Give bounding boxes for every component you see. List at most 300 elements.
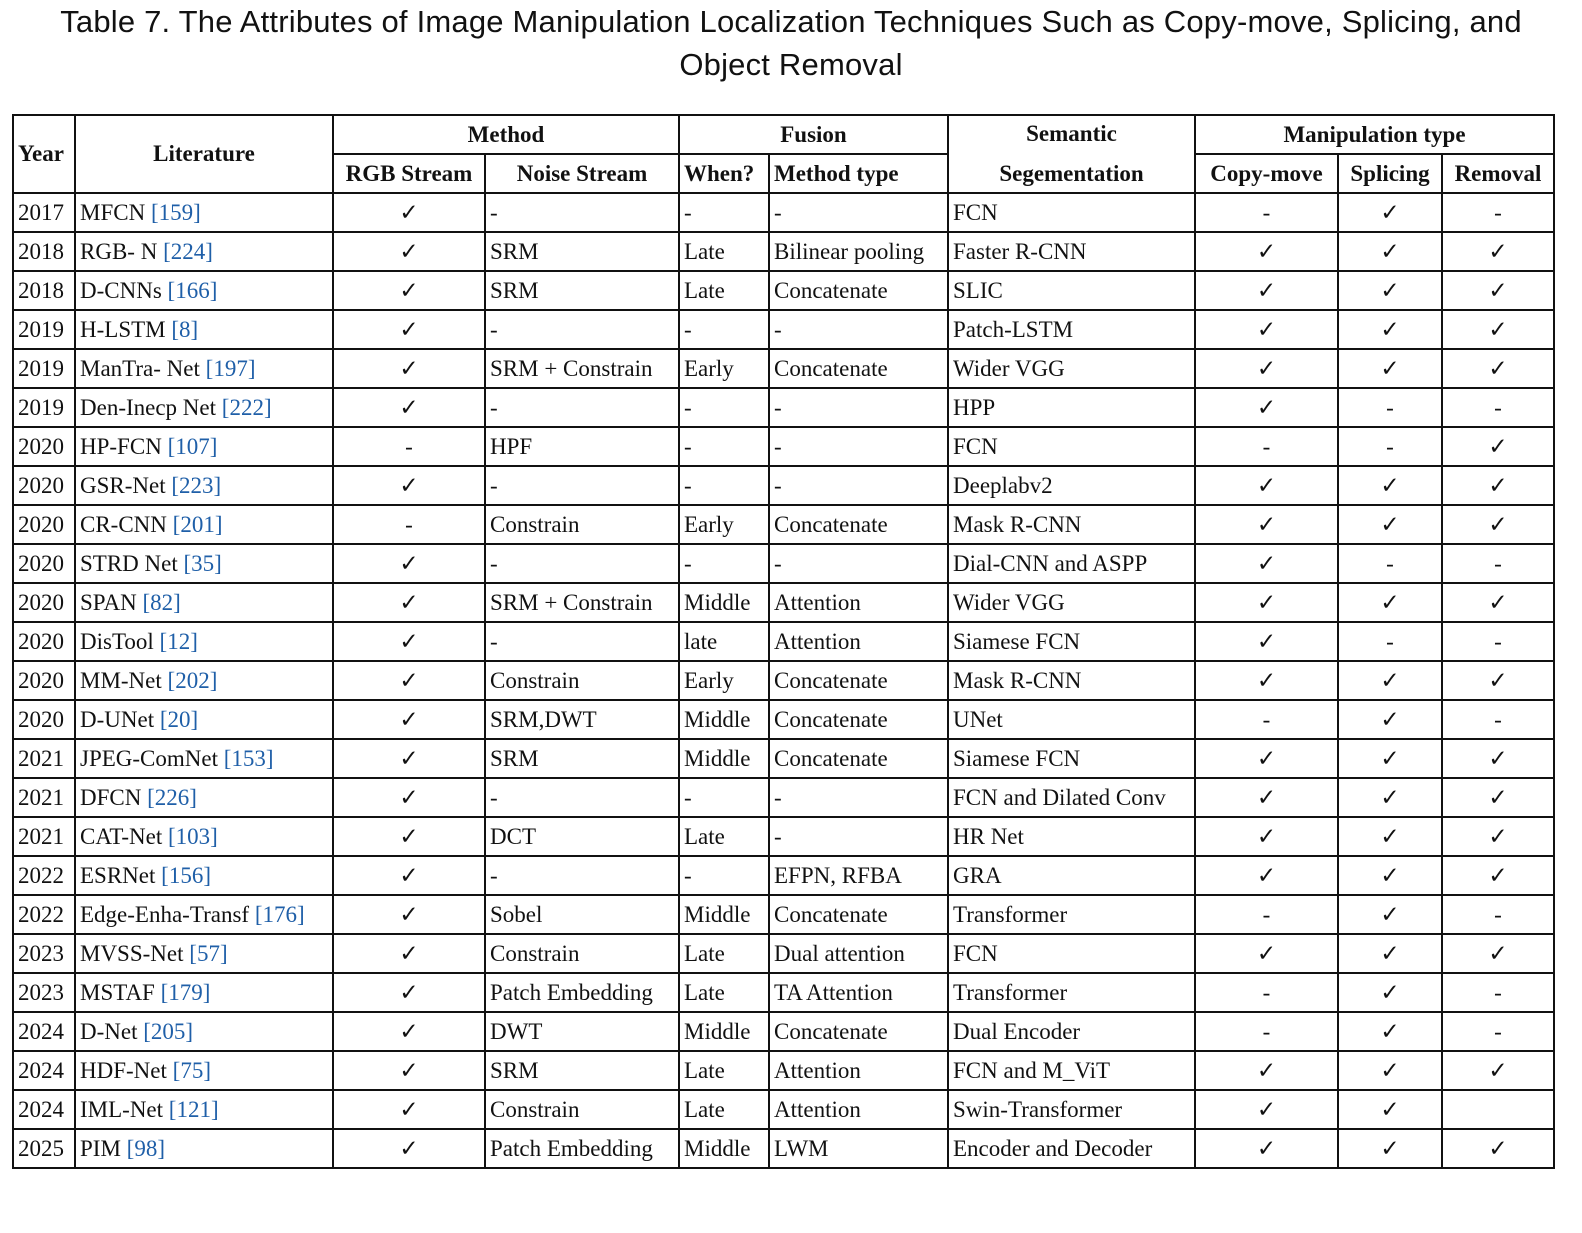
cell-splicing: ✓ <box>1338 271 1442 310</box>
cell-rgb-stream: ✓ <box>333 661 485 700</box>
cell-segmentation: Swin-Transformer <box>948 1090 1195 1129</box>
cell-when: Late <box>679 232 769 271</box>
cell-noise-stream: - <box>485 778 679 817</box>
cell-literature: ESRNet [156] <box>75 856 333 895</box>
cell-removal: ✓ <box>1442 661 1554 700</box>
header-literature: Literature <box>75 115 333 193</box>
cell-segmentation: FCN and M_ViT <box>948 1051 1195 1090</box>
table-row <box>13 505 1554 544</box>
cell-method-type: Concatenate <box>769 739 948 778</box>
cell-method-type: - <box>769 310 948 349</box>
cell-method-type: LWM <box>769 1129 948 1168</box>
cell-copy-move: - <box>1195 427 1338 466</box>
cell-method-type: - <box>769 778 948 817</box>
cell-segmentation: Dial-CNN and ASPP <box>948 544 1195 583</box>
caption-line-2: Object Removal <box>679 47 903 82</box>
citation-link[interactable]: 153 <box>231 745 266 771</box>
cell-copy-move: ✓ <box>1195 1051 1338 1090</box>
cell-segmentation: FCN <box>948 193 1195 232</box>
cell-year: 2020 <box>13 466 75 505</box>
cell-copy-move: ✓ <box>1195 1090 1338 1129</box>
cell-noise-stream: SRM <box>485 739 679 778</box>
cell-copy-move: ✓ <box>1195 466 1338 505</box>
cell-when: Middle <box>679 895 769 934</box>
citation-link[interactable]: 35 <box>191 550 215 576</box>
table-header <box>13 115 1554 193</box>
citation-link[interactable]: 8 <box>179 316 191 342</box>
table-row <box>13 973 1554 1012</box>
table-row <box>13 583 1554 622</box>
cell-noise-stream: - <box>485 193 679 232</box>
cell-noise-stream: Constrain <box>485 661 679 700</box>
cell-removal: ✓ <box>1442 310 1554 349</box>
table-row <box>13 310 1554 349</box>
literature-name: RGB- N <box>80 238 158 264</box>
cell-rgb-stream: ✓ <box>333 817 485 856</box>
cell-copy-move: ✓ <box>1195 388 1338 427</box>
cell-noise-stream: - <box>485 466 679 505</box>
citation-link[interactable]: 57 <box>196 940 220 966</box>
cell-splicing: ✓ <box>1338 661 1442 700</box>
cell-noise-stream: - <box>485 622 679 661</box>
cell-noise-stream: SRM <box>485 271 679 310</box>
cell-segmentation: HR Net <box>948 817 1195 856</box>
cell-literature: RGB- N [224] <box>75 232 333 271</box>
literature-name: HDF-Net <box>80 1057 167 1083</box>
header-removal: Removal <box>1442 154 1554 193</box>
cell-copy-move: ✓ <box>1195 739 1338 778</box>
cell-when: - <box>679 778 769 817</box>
cell-year: 2024 <box>13 1012 75 1051</box>
header-when: When? <box>679 154 769 193</box>
cell-when: Middle <box>679 1012 769 1051</box>
cell-when: Late <box>679 817 769 856</box>
cell-literature: Den-Inecp Net [222] <box>75 388 333 427</box>
cell-when: Middle <box>679 1129 769 1168</box>
table-row <box>13 934 1554 973</box>
cell-year: 2020 <box>13 622 75 661</box>
cell-removal: - <box>1442 895 1554 934</box>
literature-name: PIM <box>80 1135 121 1161</box>
cell-literature: IML-Net [121] <box>75 1090 333 1129</box>
header-rgb-stream: RGB Stream <box>333 154 485 193</box>
cell-splicing: - <box>1338 544 1442 583</box>
caption-line-1: Table 7. The Attributes of Image Manipulation Localization Techniques Such as Copy-move, Splicing, and <box>60 4 1522 39</box>
cell-copy-move: ✓ <box>1195 817 1338 856</box>
cell-year: 2020 <box>13 427 75 466</box>
cell-method-type: Concatenate <box>769 700 948 739</box>
cell-method-type: Concatenate <box>769 895 948 934</box>
cell-splicing: ✓ <box>1338 856 1442 895</box>
cell-when: - <box>679 388 769 427</box>
cell-splicing: ✓ <box>1338 310 1442 349</box>
cell-segmentation: Mask R-CNN <box>948 661 1195 700</box>
cell-rgb-stream: ✓ <box>333 388 485 427</box>
cell-when: Early <box>679 505 769 544</box>
table-row <box>13 193 1554 232</box>
cell-method-type: - <box>769 193 948 232</box>
cell-year: 2021 <box>13 739 75 778</box>
cell-year: 2022 <box>13 895 75 934</box>
cell-when: - <box>679 544 769 583</box>
table-body <box>13 193 1554 1168</box>
cell-method-type: Attention <box>769 1051 948 1090</box>
citation-link[interactable]: 159 <box>158 199 194 225</box>
cell-year: 2020 <box>13 583 75 622</box>
literature-name: MVSS-Net <box>80 940 184 966</box>
cell-splicing: ✓ <box>1338 700 1442 739</box>
table-row <box>13 349 1554 388</box>
cell-literature: Edge-Enha-Transf [176] <box>75 895 333 934</box>
literature-name: MM-Net <box>80 667 162 693</box>
citation-link[interactable]: 176 <box>262 901 297 927</box>
cell-year: 2020 <box>13 505 75 544</box>
cell-year: 2020 <box>13 661 75 700</box>
cell-segmentation: HPP <box>948 388 1195 427</box>
cell-rgb-stream: ✓ <box>333 739 485 778</box>
cell-year: 2018 <box>13 232 75 271</box>
table-row <box>13 817 1554 856</box>
cell-segmentation: UNet <box>948 700 1195 739</box>
cell-rgb-stream: ✓ <box>333 1090 485 1129</box>
citation-link[interactable]: 107 <box>175 433 210 459</box>
cell-splicing: ✓ <box>1338 193 1442 232</box>
cell-noise-stream: SRM + Constrain <box>485 349 679 388</box>
citation-link[interactable]: 222 <box>229 394 264 420</box>
table-row <box>13 271 1554 310</box>
cell-noise-stream: DWT <box>485 1012 679 1051</box>
cell-method-type: Attention <box>769 1090 948 1129</box>
cell-removal: - <box>1442 388 1554 427</box>
cell-segmentation: Faster R-CNN <box>948 232 1195 271</box>
cell-literature: MVSS-Net [57] <box>75 934 333 973</box>
cell-removal: - <box>1442 700 1554 739</box>
cell-copy-move: ✓ <box>1195 349 1338 388</box>
cell-method-type: Attention <box>769 583 948 622</box>
header-semantic-segmentation <box>948 115 1195 193</box>
cell-noise-stream: Patch Embedding <box>485 973 679 1012</box>
literature-name: DFCN <box>80 784 142 810</box>
cell-removal: ✓ <box>1442 856 1554 895</box>
cell-literature: HDF-Net [75] <box>75 1051 333 1090</box>
citation-link[interactable]: 98 <box>134 1135 158 1161</box>
cell-copy-move: - <box>1195 193 1338 232</box>
cell-when: Late <box>679 1051 769 1090</box>
literature-name: DisTool <box>80 628 154 654</box>
cell-year: 2020 <box>13 700 75 739</box>
cell-removal: ✓ <box>1442 232 1554 271</box>
header-manipulation-type: Manipulation type <box>1195 115 1554 154</box>
citation-link[interactable]: 201 <box>180 511 215 537</box>
table-row <box>13 739 1554 778</box>
cell-year: 2024 <box>13 1051 75 1090</box>
cell-rgb-stream: ✓ <box>333 271 485 310</box>
cell-splicing: ✓ <box>1338 1012 1442 1051</box>
cell-removal: ✓ <box>1442 466 1554 505</box>
cell-splicing: ✓ <box>1338 778 1442 817</box>
cell-literature: D-CNNs [166] <box>75 271 333 310</box>
citation-link[interactable]: 179 <box>168 979 203 1005</box>
citation-link[interactable]: 82 <box>150 589 174 615</box>
cell-segmentation: Transformer <box>948 895 1195 934</box>
cell-copy-move: ✓ <box>1195 778 1338 817</box>
cell-noise-stream: - <box>485 388 679 427</box>
cell-literature: CR-CNN [201] <box>75 505 333 544</box>
cell-splicing: - <box>1338 388 1442 427</box>
citation-link[interactable]: 20 <box>167 706 191 732</box>
cell-removal: ✓ <box>1442 349 1554 388</box>
citation-link[interactable]: 223 <box>179 472 214 498</box>
cell-method-type: Concatenate <box>769 661 948 700</box>
cell-rgb-stream: ✓ <box>333 1051 485 1090</box>
cell-when: Late <box>679 973 769 1012</box>
cell-splicing: ✓ <box>1338 583 1442 622</box>
cell-segmentation: Wider VGG <box>948 349 1195 388</box>
cell-when: Middle <box>679 739 769 778</box>
cell-literature: D-Net [205] <box>75 1012 333 1051</box>
cell-copy-move: - <box>1195 1012 1338 1051</box>
cell-noise-stream: HPF <box>485 427 679 466</box>
cell-splicing: ✓ <box>1338 973 1442 1012</box>
cell-when: Middle <box>679 583 769 622</box>
citation-link[interactable]: 166 <box>175 277 210 303</box>
cell-method-type: - <box>769 817 948 856</box>
cell-when: Middle <box>679 700 769 739</box>
cell-segmentation: Siamese FCN <box>948 622 1195 661</box>
cell-literature: SPAN [82] <box>75 583 333 622</box>
cell-splicing: ✓ <box>1338 895 1442 934</box>
literature-name: SPAN <box>80 589 137 615</box>
cell-literature: H-LSTM [8] <box>75 310 333 349</box>
cell-method-type: - <box>769 466 948 505</box>
cell-removal: - <box>1442 544 1554 583</box>
cell-method-type: Bilinear pooling <box>769 232 948 271</box>
cell-year: 2019 <box>13 388 75 427</box>
cell-when: Late <box>679 1090 769 1129</box>
citation-link[interactable]: 121 <box>176 1096 211 1122</box>
citation-link[interactable]: 202 <box>175 667 210 693</box>
cell-literature: PIM [98] <box>75 1129 333 1168</box>
cell-when: - <box>679 427 769 466</box>
cell-copy-move: ✓ <box>1195 544 1338 583</box>
cell-copy-move: ✓ <box>1195 310 1338 349</box>
table-row <box>13 700 1554 739</box>
literature-name: ESRNet <box>80 862 156 888</box>
cell-removal: ✓ <box>1442 271 1554 310</box>
cell-rgb-stream: - <box>333 427 485 466</box>
cell-when: Early <box>679 349 769 388</box>
literature-name: CAT-Net <box>80 823 163 849</box>
cell-splicing: ✓ <box>1338 349 1442 388</box>
cell-rgb-stream: ✓ <box>333 544 485 583</box>
cell-literature: MFCN [159] <box>75 193 333 232</box>
table-row <box>13 778 1554 817</box>
cell-copy-move: ✓ <box>1195 622 1338 661</box>
literature-name: D-UNet <box>80 706 155 732</box>
cell-removal: ✓ <box>1442 778 1554 817</box>
cell-year: 2022 <box>13 856 75 895</box>
cell-rgb-stream: ✓ <box>333 856 485 895</box>
header-copy-move: Copy-move <box>1195 154 1338 193</box>
cell-noise-stream: SRM <box>485 1051 679 1090</box>
cell-literature: JPEG-ComNet [153] <box>75 739 333 778</box>
table-row <box>13 232 1554 271</box>
cell-rgb-stream: ✓ <box>333 1129 485 1168</box>
cell-literature: DFCN [226] <box>75 778 333 817</box>
cell-year: 2024 <box>13 1090 75 1129</box>
cell-copy-move: ✓ <box>1195 505 1338 544</box>
cell-copy-move: ✓ <box>1195 856 1338 895</box>
cell-splicing: ✓ <box>1338 505 1442 544</box>
cell-year: 2018 <box>13 271 75 310</box>
cell-rgb-stream: ✓ <box>333 349 485 388</box>
cell-year: 2020 <box>13 544 75 583</box>
literature-name: D-CNNs <box>80 277 162 303</box>
cell-literature: D-UNet [20] <box>75 700 333 739</box>
cell-year: 2017 <box>13 193 75 232</box>
cell-removal: ✓ <box>1442 427 1554 466</box>
cell-rgb-stream: ✓ <box>333 622 485 661</box>
header-fusion: Fusion <box>679 115 948 154</box>
cell-method-type: - <box>769 427 948 466</box>
cell-splicing: - <box>1338 427 1442 466</box>
cell-literature: DisTool [12] <box>75 622 333 661</box>
cell-segmentation: FCN <box>948 934 1195 973</box>
cell-noise-stream: Constrain <box>485 934 679 973</box>
cell-when: late <box>679 622 769 661</box>
cell-splicing: ✓ <box>1338 1051 1442 1090</box>
cell-rgb-stream: ✓ <box>333 895 485 934</box>
table-row <box>13 1129 1554 1168</box>
cell-removal: ✓ <box>1442 934 1554 973</box>
literature-name: MSTAF <box>80 979 155 1005</box>
cell-rgb-stream: ✓ <box>333 310 485 349</box>
literature-name: GSR-Net <box>80 472 166 498</box>
header-semantic-line-2: Segementation <box>999 161 1144 186</box>
cell-segmentation: Encoder and Decoder <box>948 1129 1195 1168</box>
cell-splicing: ✓ <box>1338 466 1442 505</box>
cell-copy-move: - <box>1195 700 1338 739</box>
citation-link[interactable]: 12 <box>167 628 191 654</box>
citation-link[interactable]: 224 <box>170 238 206 264</box>
cell-copy-move: ✓ <box>1195 583 1338 622</box>
cell-noise-stream: - <box>485 310 679 349</box>
citation-link[interactable]: 197 <box>213 355 248 381</box>
cell-segmentation: Siamese FCN <box>948 739 1195 778</box>
literature-name: STRD Net <box>80 550 178 576</box>
cell-noise-stream: - <box>485 856 679 895</box>
header-splicing: Splicing <box>1338 154 1442 193</box>
cell-noise-stream: Sobel <box>485 895 679 934</box>
cell-when: - <box>679 193 769 232</box>
cell-segmentation: Mask R-CNN <box>948 505 1195 544</box>
cell-copy-move: ✓ <box>1195 232 1338 271</box>
cell-method-type: Concatenate <box>769 271 948 310</box>
header-method: Method <box>333 115 679 154</box>
cell-year: 2023 <box>13 973 75 1012</box>
cell-copy-move: ✓ <box>1195 271 1338 310</box>
cell-rgb-stream: ✓ <box>333 973 485 1012</box>
citation-link[interactable]: 156 <box>168 862 204 888</box>
cell-removal: - <box>1442 973 1554 1012</box>
cell-year: 2021 <box>13 778 75 817</box>
header-year: Year <box>13 115 75 193</box>
cell-method-type: EFPN, RFBA <box>769 856 948 895</box>
literature-name: D-Net <box>80 1018 138 1044</box>
cell-when: - <box>679 466 769 505</box>
cell-noise-stream: SRM,DWT <box>485 700 679 739</box>
cell-method-type: Concatenate <box>769 1012 948 1051</box>
cell-splicing: ✓ <box>1338 934 1442 973</box>
cell-removal: ✓ <box>1442 817 1554 856</box>
cell-rgb-stream: ✓ <box>333 1012 485 1051</box>
cell-removal: - <box>1442 1012 1554 1051</box>
table-row <box>13 1051 1554 1090</box>
cell-rgb-stream: ✓ <box>333 232 485 271</box>
citation-link[interactable]: 226 <box>154 784 190 810</box>
literature-name: H-LSTM <box>80 316 166 342</box>
cell-noise-stream: SRM <box>485 232 679 271</box>
citation-link[interactable]: 205 <box>150 1018 186 1044</box>
cell-segmentation: Patch-LSTM <box>948 310 1195 349</box>
cell-segmentation: Transformer <box>948 973 1195 1012</box>
cell-noise-stream: DCT <box>485 817 679 856</box>
cell-rgb-stream: ✓ <box>333 700 485 739</box>
literature-name: JPEG-ComNet <box>80 745 218 771</box>
cell-splicing: ✓ <box>1338 1129 1442 1168</box>
table-row <box>13 466 1554 505</box>
table-row <box>13 544 1554 583</box>
cell-segmentation: Wider VGG <box>948 583 1195 622</box>
table-row <box>13 856 1554 895</box>
cell-when: Early <box>679 661 769 700</box>
cell-rgb-stream: ✓ <box>333 778 485 817</box>
cell-noise-stream: - <box>485 544 679 583</box>
cell-removal: ✓ <box>1442 1129 1554 1168</box>
cell-segmentation: Deeplabv2 <box>948 466 1195 505</box>
cell-when: - <box>679 310 769 349</box>
cell-rgb-stream: ✓ <box>333 583 485 622</box>
cell-noise-stream: Constrain <box>485 1090 679 1129</box>
header-method-type: Method type <box>769 154 948 193</box>
cell-copy-move: - <box>1195 895 1338 934</box>
cell-segmentation: GRA <box>948 856 1195 895</box>
cell-splicing: ✓ <box>1338 739 1442 778</box>
cell-splicing: - <box>1338 622 1442 661</box>
citation-link[interactable]: 103 <box>175 823 211 849</box>
cell-noise-stream: SRM + Constrain <box>485 583 679 622</box>
table-row <box>13 661 1554 700</box>
cell-removal: - <box>1442 193 1554 232</box>
cell-literature: HP-FCN [107] <box>75 427 333 466</box>
literature-name: HP-FCN <box>80 433 162 459</box>
cell-splicing: ✓ <box>1338 232 1442 271</box>
cell-year: 2021 <box>13 817 75 856</box>
citation-link[interactable]: 75 <box>180 1057 204 1083</box>
table-row <box>13 895 1554 934</box>
cell-removal: ✓ <box>1442 739 1554 778</box>
cell-removal <box>1442 1090 1554 1129</box>
cell-year: 2019 <box>13 310 75 349</box>
literature-name: ManTra- Net <box>80 355 200 381</box>
cell-literature: STRD Net [35] <box>75 544 333 583</box>
literature-name: MFCN <box>80 199 146 225</box>
cell-copy-move: - <box>1195 973 1338 1012</box>
table-caption <box>0 0 1582 86</box>
cell-literature: CAT-Net [103] <box>75 817 333 856</box>
cell-when: - <box>679 856 769 895</box>
cell-splicing: ✓ <box>1338 1090 1442 1129</box>
